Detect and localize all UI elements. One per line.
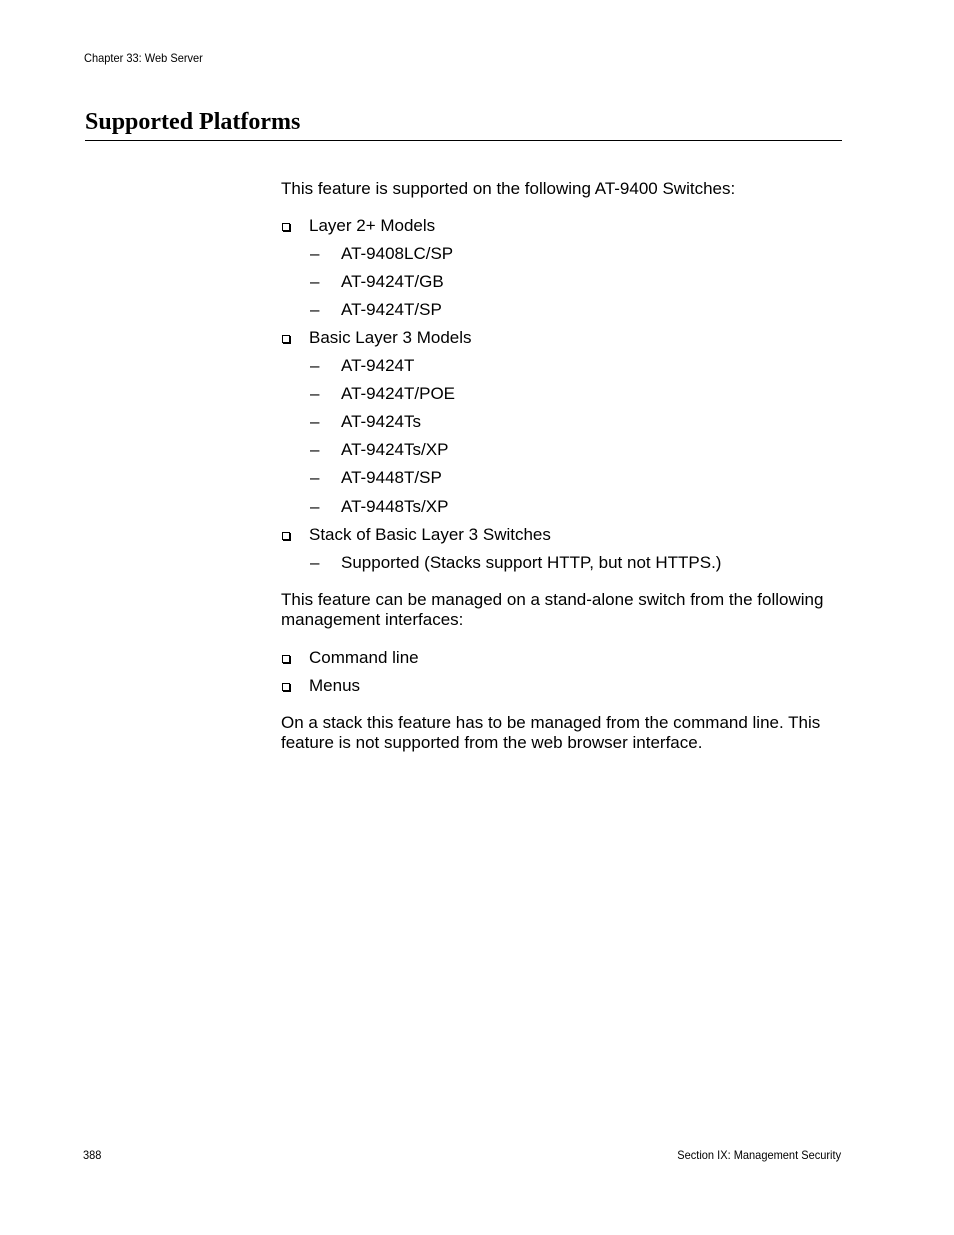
platform-model-label: Supported (Stacks support HTTP, but not HTTPS.) [341,553,722,572]
platform-model-label: AT-9424T/SP [341,300,442,319]
title-rule [85,140,842,141]
dash-bullet: – [310,497,320,516]
dash-bullet: – [310,272,320,291]
stack-note-paragraph: On a stack this feature has to be managed from the command line. This feature is not supported from the web browser interface. [281,713,821,752]
platform-model-label: AT-9424T/POE [341,384,456,403]
checkbox-bullet-icon [282,335,290,343]
dash-bullet: – [310,300,320,319]
page-number: 388 [83,1148,102,1162]
platform-model-label: AT-9424Ts/XP [341,440,449,459]
checkbox-bullet-icon [282,683,290,691]
dash-bullet: – [310,356,320,375]
management-interface-label: Menus [309,676,361,695]
platform-group-label: Stack of Basic Layer 3 Switches [309,525,551,544]
dash-bullet: – [310,468,320,487]
dash-bullet: – [310,384,320,403]
platform-model-label: AT-9424Ts [341,412,422,431]
platform-model-label: AT-9408LC/SP [341,244,454,263]
dash-bullet: – [310,553,320,572]
platform-model-label: AT-9424T [341,356,415,375]
platform-model-label: AT-9448Ts/XP [341,497,449,516]
dash-bullet: – [310,440,320,459]
checkbox-bullet-icon [282,532,290,540]
platform-group-label: Basic Layer 3 Models [309,328,472,347]
intro-paragraph: This feature is supported on the following AT-9400 Switches: [281,179,736,198]
platform-model-label: AT-9448T/SP [341,468,442,487]
page-title: Supported Platforms [85,109,301,135]
dash-bullet: – [310,244,320,263]
dash-bullet: – [310,412,320,431]
management-interface-label: Command line [309,648,419,667]
checkbox-bullet-icon [282,655,290,663]
management-paragraph: This feature can be managed on a stand-alone switch from the following management interfaces: [281,590,824,629]
checkbox-bullet-icon [282,223,290,231]
footer-section: Section IX: Management Security [677,1148,841,1162]
running-header: Chapter 33: Web Server [84,51,203,65]
platform-group-label: Layer 2+ Models [309,216,436,235]
platform-model-label: AT-9424T/GB [341,272,444,291]
